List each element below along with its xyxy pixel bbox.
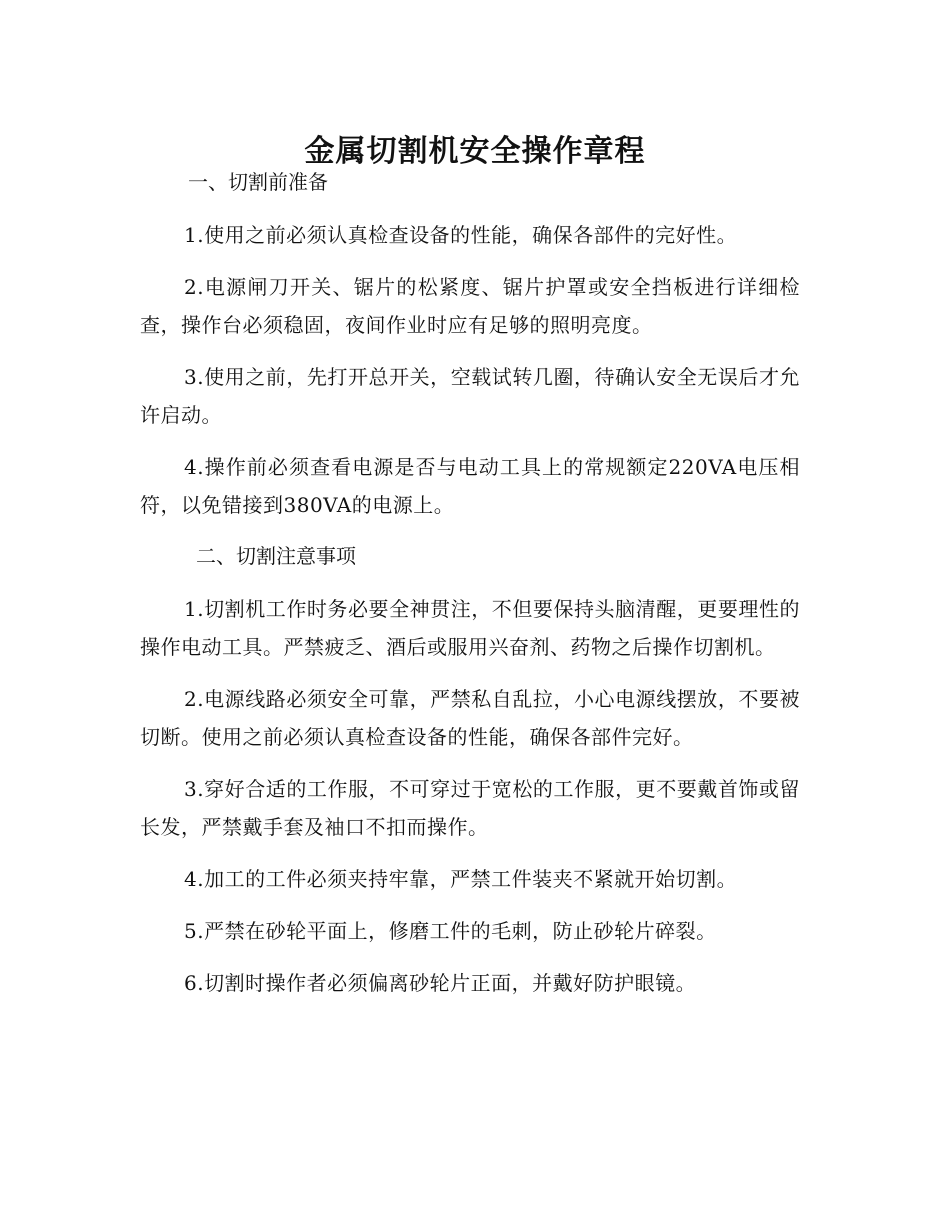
list-item: 6.切割时操作者必须偏离砂轮片正面，并戴好防护眼镜。 [184,971,697,995]
list-item: 3.穿好合适的工作服，不可穿过于宽松的工作服，更不要戴首饰或留长发，严禁戴手套及袖口不扣而操作。 [140,777,800,839]
list-item: 5.严禁在砂轮平面上，修磨工件的毛刺，防止砂轮片碎裂。 [184,919,717,943]
list-item: 4.操作前必须查看电源是否与电动工具上的常规额定220VA电压相符，以免错接到380VA的电源上。 [140,455,800,517]
list-item: 2.电源线路必须安全可靠，严禁私自乱拉，小心电源线摆放，不要被切断。使用之前必须认真检查设备的性能，确保各部件完好。 [140,687,800,749]
list-item: 4.加工的工件必须夹持牢靠，严禁工件装夹不紧就开始切割。 [184,867,738,891]
section-heading: 一、切割前准备 [188,170,328,194]
section-preparation [140,164,800,524]
list-item: 1.切割机工作时务必要全神贯注，不但要保持头脑清醒，更要理性的操作电动工具。严禁疲乏、酒后或服用兴奋剂、药物之后操作切割机。 [140,597,800,659]
list-item: 1.使用之前必须认真检查设备的性能，确保各部件的完好性。 [184,223,738,247]
section-precautions [140,538,800,1002]
list-item: 3.使用之前，先打开总开关，空载试转几圈，待确认安全无误后才允许启动。 [140,365,800,427]
list-item: 2.电源闸刀开关、锯片的松紧度、锯片护罩或安全挡板进行详细检查，操作台必须稳固，夜间作业时应有足够的照明亮度。 [140,275,800,337]
page-title: 金属切割机安全操作章程 [304,134,646,170]
section-heading: 二、切割注意事项 [196,544,356,568]
